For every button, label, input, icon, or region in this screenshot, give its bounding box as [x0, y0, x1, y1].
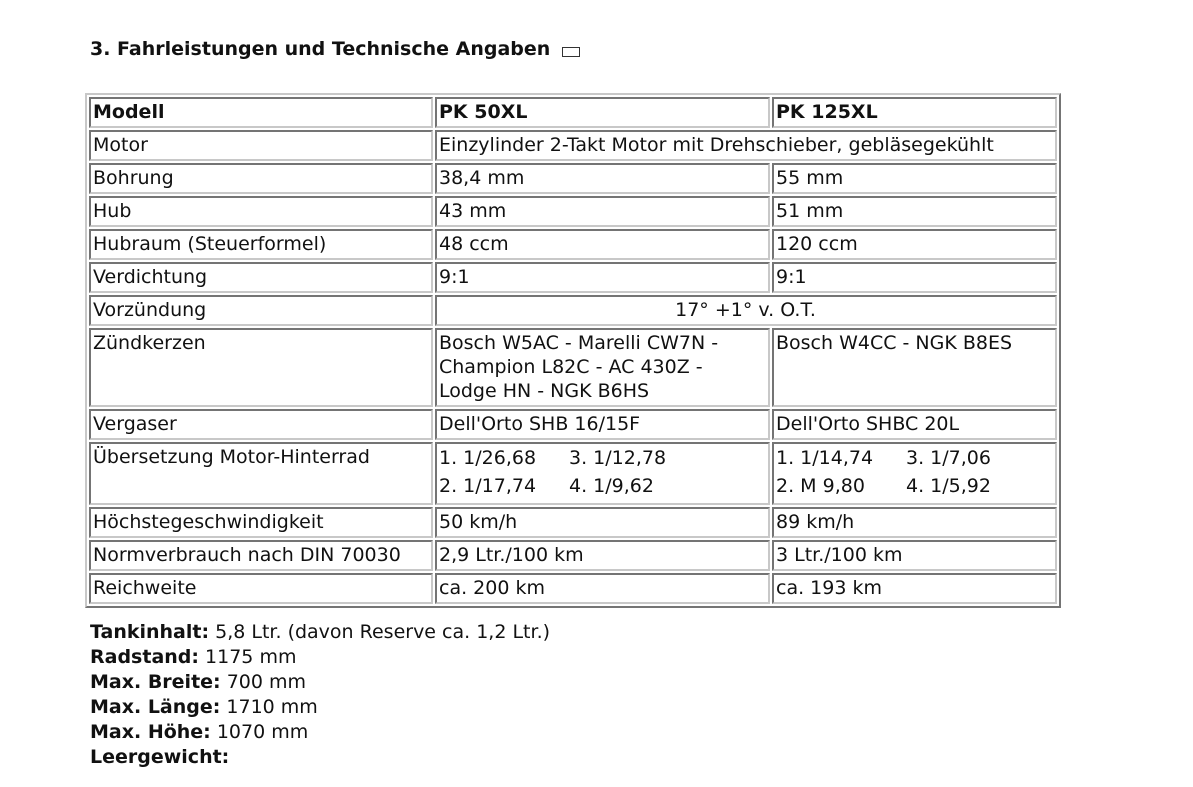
row-label: Normverbrauch nach DIN 70030: [89, 540, 433, 571]
row-value-pk50xl: 48 ccm: [435, 229, 770, 260]
image-placeholder-icon: [562, 47, 580, 57]
row-value-pk125xl: 89 km/h: [772, 507, 1057, 538]
gear-line: [776, 444, 1052, 473]
row-label: Hub: [89, 196, 433, 227]
table-row: [89, 573, 1057, 604]
table-row: [89, 442, 1057, 505]
spec-label: Tankinhalt:: [90, 621, 210, 643]
row-value-pk50xl: 38,4 mm: [435, 163, 770, 194]
row-label: Verdichtung: [89, 262, 433, 293]
header-cell-model: Modell: [89, 97, 433, 128]
spec-label: Max. Breite:: [90, 671, 221, 693]
row-label: Vorzündung: [89, 295, 433, 326]
header-cell-pk50xl: PK 50XL: [435, 97, 770, 128]
gear-line: [776, 472, 1052, 501]
row-value-pk125xl: 55 mm: [772, 163, 1057, 194]
spec-value: 5,8 Ltr. (davon Reserve ca. 1,2 Ltr.): [215, 621, 551, 643]
spec-line-breite: [90, 670, 550, 695]
spec-label: Max. Länge:: [90, 696, 221, 718]
spec-line-hoehe: [90, 720, 550, 745]
gear-ratios-pk50xl: [435, 442, 770, 505]
spec-value: 1175 mm: [205, 646, 297, 668]
section-heading: [90, 38, 580, 60]
spec-line-laenge: [90, 695, 550, 720]
table-header-row: [89, 97, 1057, 128]
spec-value: 1070 mm: [216, 721, 309, 743]
gear-ratios-pk125xl: [772, 442, 1057, 505]
gear-ratio: 4. 1/5,92: [906, 475, 991, 497]
row-label: Hubraum (Steuerformel): [89, 229, 433, 260]
row-value-span: 17° +1° v. O.T.: [435, 295, 1057, 326]
header-cell-pk125xl: PK 125XL: [772, 97, 1057, 128]
spec-line-tankinhalt: [90, 620, 550, 645]
specifications-table: [85, 93, 1061, 608]
row-value-pk50xl: 2,9 Ltr./100 km: [435, 540, 770, 571]
table-row: [89, 229, 1057, 260]
table-row: [89, 196, 1057, 227]
row-label: Vergaser: [89, 409, 433, 440]
spec-value: 700 mm: [226, 671, 307, 693]
table-row: [89, 130, 1057, 161]
row-value-pk125xl: ca. 193 km: [772, 573, 1057, 604]
spec-label: Leergewicht:: [90, 746, 230, 768]
gear-ratio: 2. M 9,80: [776, 475, 865, 497]
row-value-pk125xl: Dell'Orto SHBC 20L: [772, 409, 1057, 440]
spec-line-leergewicht: [90, 745, 550, 770]
table-row: [89, 409, 1057, 440]
gear-ratio: 4. 1/9,62: [569, 475, 654, 497]
gear-ratio: 1. 1/14,74: [776, 447, 874, 469]
table-row: [89, 163, 1057, 194]
table-row: [89, 295, 1057, 326]
row-label: Zündkerzen: [89, 328, 433, 407]
row-value-span: Einzylinder 2-Takt Motor mit Drehschieber, gebläsegekühlt: [435, 130, 1057, 161]
row-value-pk50xl: 43 mm: [435, 196, 770, 227]
additional-specs: [90, 620, 550, 770]
gear-line: [439, 472, 765, 501]
spec-line-radstand: [90, 645, 550, 670]
row-label: Motor: [89, 130, 433, 161]
row-label: Reichweite: [89, 573, 433, 604]
gear-ratio: 3. 1/12,78: [569, 447, 667, 469]
table-row: [89, 507, 1057, 538]
row-value-pk50xl: Dell'Orto SHB 16/15F: [435, 409, 770, 440]
row-value-pk50xl: ca. 200 km: [435, 573, 770, 604]
section-heading-text: 3. Fahrleistungen und Technische Angaben: [90, 38, 551, 60]
gear-line: [439, 444, 765, 473]
table-row: [89, 262, 1057, 293]
row-value-pk125xl: 120 ccm: [772, 229, 1057, 260]
row-value-pk125xl: Bosch W4CC - NGK B8ES: [772, 328, 1057, 407]
spec-label: Max. Höhe:: [90, 721, 211, 743]
spec-value: 1710 mm: [226, 696, 318, 718]
row-label: Bohrung: [89, 163, 433, 194]
row-label: Höchstegeschwindigkeit: [89, 507, 433, 538]
row-value-pk125xl: 51 mm: [772, 196, 1057, 227]
table-row: [89, 540, 1057, 571]
table-row: [89, 328, 1057, 407]
row-label: Übersetzung Motor-Hinterrad: [89, 442, 433, 505]
row-value-pk50xl: 50 km/h: [435, 507, 770, 538]
spec-label: Radstand:: [90, 646, 199, 668]
row-value-pk125xl: 3 Ltr./100 km: [772, 540, 1057, 571]
gear-ratio: 3. 1/7,06: [906, 447, 991, 469]
row-value-pk125xl: 9:1: [772, 262, 1057, 293]
row-value-pk50xl: 9:1: [435, 262, 770, 293]
row-value-pk50xl: Bosch W5AC - Marelli CW7N - Champion L82C - AC 430Z - Lodge HN - NGK B6HS: [435, 328, 770, 407]
gear-ratio: 1. 1/26,68: [439, 447, 537, 469]
gear-ratio: 2. 1/17,74: [439, 475, 537, 497]
